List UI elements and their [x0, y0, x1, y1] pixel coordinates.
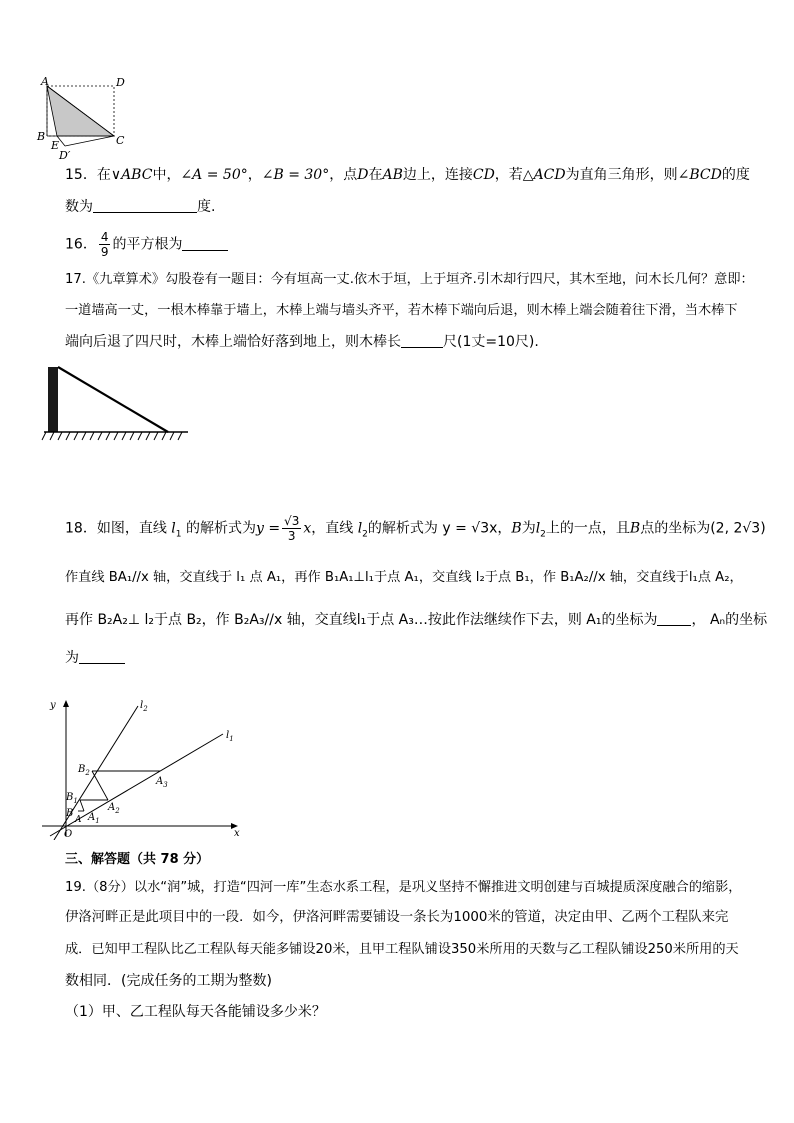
- question-17-line-3: 端向后退了四尺时，木棒上端恰好落到地上，则木棒长 尺(1丈=10尺).: [65, 334, 539, 350]
- fold-line: [65, 136, 114, 146]
- label-D: D: [116, 76, 125, 89]
- answer-blank-18b[interactable]: [79, 649, 125, 664]
- question-15-line-1: 15．在∨ABC中，∠A = 50°，∠B = 30°，点D在AB边上，连接CD，若△ACD为直角三角形，则∠BCD的度: [65, 167, 750, 183]
- label-A2: $A_2$: [108, 802, 120, 815]
- label-A1: $A_1$: [88, 812, 100, 825]
- question-18-line-3: 再作 B₂A₂⊥ l₂于点 B₂，作 B₂A₃//x 轴，交直线l₁于点 A₃…按此作法继续作下去，则 A₁的坐标为 ， Aₙ的坐标: [65, 612, 768, 628]
- answer-blank-16[interactable]: [182, 236, 228, 251]
- question-19-line-3: 成．已知甲工程队比乙工程队每天能多铺设20米，且甲工程队铺设350米所用的天数与乙工程队铺设250米所用的天: [65, 942, 739, 957]
- answer-blank-15[interactable]: [93, 198, 197, 213]
- question-17-line-1: 17.《九章算术》勾股卷有一题目：今有垣高一丈.依木于垣，上于垣齐.引木却行四尺，其木至地，问木长几何？意即：: [65, 272, 754, 287]
- wooden-stick: [58, 367, 168, 432]
- construction-lines: [78, 771, 160, 811]
- label-y: y: [50, 700, 56, 711]
- answer-blank-17[interactable]: [401, 333, 443, 348]
- label-C: C: [116, 134, 125, 147]
- question-16: 16． $\frac{4}{9}$ 的平方根为: [65, 230, 228, 259]
- label-x: x: [234, 828, 240, 839]
- question-18-line-2: 作直线 BA₁//x 轴，交直线于 l₁ 点 A₁，再作 B₁A₁⊥l₁于点 A₁，交直线 l₂于点 B₁，作 B₁A₂//x 轴，交直线于l₁点 A₂，: [65, 570, 743, 585]
- label-B: B: [66, 808, 74, 819]
- question-18-line-1: 18．如图，直线 $l_1$ 的解析式为y = $\frac{√3}{3}$ x，直线 $l_2$的解析式为 y = √3x，B为$l_2$上的一点，且B点的坐标为(2, 2√3): [65, 514, 766, 543]
- label-D-prime: D′: [59, 149, 71, 162]
- ground-hatching: [42, 432, 182, 440]
- question-19-line-2: 伊洛河畔正是此项目中的一段．如今，伊洛河畔需要铺设一条长为1000米的管道，决定由甲、乙两个工程队来完: [65, 910, 729, 925]
- label-A: A: [41, 75, 49, 88]
- label-B1: $B_1$: [66, 792, 78, 805]
- answer-blank-18a[interactable]: [657, 611, 691, 626]
- question-18-line-4: 为: [65, 648, 125, 668]
- label-B: B: [37, 130, 46, 143]
- label-l2: $l_2$: [140, 700, 148, 713]
- question-15-line-2: 数为 度.: [65, 199, 216, 215]
- question-19-line-4: 数相同．(完成任务的工期为整数): [65, 973, 272, 989]
- label-l1: $l_1$: [226, 730, 234, 743]
- wall-stick-figure-q17: [40, 362, 192, 444]
- section-3-title: 三、解答题（共 78 分）: [65, 852, 210, 867]
- question-19-line-1: 19.（8分）以水“润”城，打造“四河一库”生态水系工程，是巩义坚持不懈推进文明创建与百城提质深度融合的缩影，: [65, 880, 742, 895]
- question-19-sub-1: （1）甲、乙工程队每天各能铺设多少米？: [65, 1004, 326, 1020]
- fraction-4-9: $\frac{4}{9}$: [100, 230, 109, 259]
- label-A3: $A_3$: [156, 776, 168, 789]
- label-B2: $B_2$: [78, 764, 90, 777]
- triangle-figure-q14: [35, 74, 130, 164]
- coordinate-figure-q18: [38, 694, 253, 840]
- wall: [48, 367, 58, 432]
- label-A: A: [75, 815, 82, 825]
- question-17-line-2: 一道墙高一丈，一根木棒靠于墙上，木棒上端与墙头齐平，若木棒下端向后退，则木棒上端会随着往下滑，当木棒下: [65, 303, 738, 318]
- label-E: E: [51, 139, 60, 152]
- fraction-sqrt3-over-3: $\frac{√3}{3}$: [284, 514, 300, 543]
- label-O: O: [64, 829, 73, 840]
